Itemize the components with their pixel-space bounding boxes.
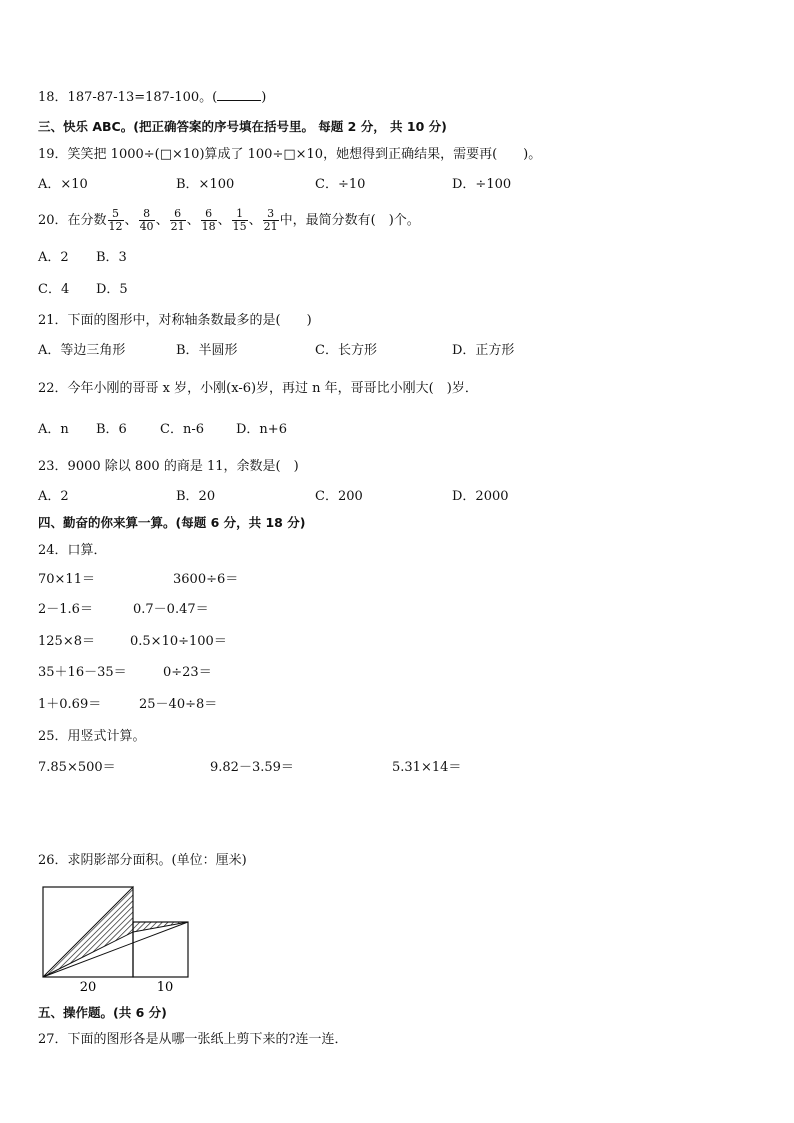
q20-option-c[interactable]: C．4 [38, 282, 70, 297]
section-3-title: 三、快乐 ABC。(把正确答案的序号填在括号里。 每题 2 分， 共 10 分) [38, 119, 447, 134]
q25-item: 9.82－3.59＝ [210, 760, 294, 775]
question-23-stem: 23．9000 除以 800 的商是 11，余数是( ) [38, 459, 299, 474]
section-5-title: 五、操作题。(共 6 分) [38, 1005, 167, 1020]
section-4-title: 四、勤奋的你来算一算。(每题 6 分，共 18 分) [38, 515, 306, 530]
q23-option-d[interactable]: D．2000 [452, 489, 509, 504]
q20-suffix: 中，最简分数有( )个。 [279, 213, 420, 228]
fraction-1-15: $\frac{1}{15}$ [232, 207, 247, 233]
fraction-8-40: $\frac{8}{40}$ [139, 207, 154, 233]
q18-close: ) [261, 90, 267, 105]
q19-option-a[interactable]: A．×10 [38, 177, 88, 192]
q21-option-b[interactable]: B．半圆形 [176, 343, 238, 358]
q19-option-b[interactable]: B．×100 [176, 177, 235, 192]
question-26-stem: 26．求阴影部分面积。(单位：厘米) [38, 853, 247, 868]
q18-number: 18． [38, 90, 68, 105]
question-27-stem: 27．下面的图形各是从哪一张纸上剪下来的?连一连． [38, 1032, 348, 1047]
label-10: 10 [156, 980, 174, 994]
fraction-6-18: $\frac{6}{18}$ [201, 207, 216, 233]
separator: 、 [155, 213, 169, 228]
q24-item: 35＋16－35＝ [38, 665, 127, 680]
q25-item: 5.31×14＝ [392, 760, 462, 775]
fraction-6-21: $\frac{6}{21}$ [170, 207, 185, 233]
q22-option-b[interactable]: B．6 [96, 422, 127, 437]
q22-option-d[interactable]: D．n+6 [236, 422, 287, 437]
q24-item: 125×8＝ [38, 634, 95, 649]
question-24-stem: 24．口算． [38, 543, 107, 558]
shaded-area-figure [38, 882, 198, 994]
question-19-stem: 19．笑笑把 1000÷(□×10)算成了 100÷□×10，她想得到正确结果，需要再( )。 [38, 147, 542, 162]
q24-item: 70×11＝ [38, 572, 95, 587]
q24-item: 0÷23＝ [163, 665, 212, 680]
q22-option-a[interactable]: A．n [38, 422, 69, 437]
label-20: 20 [79, 980, 97, 994]
separator: 、 [248, 213, 262, 228]
question-22-stem: 22．今年小刚的哥哥 x 岁，小刚(x-6)岁，再过 n 年，哥哥比小刚大( )岁． [38, 381, 478, 396]
q24-item: 0.7－0.47＝ [133, 602, 209, 617]
q24-item: 1＋0.69＝ [38, 697, 102, 712]
q20-option-d[interactable]: D．5 [96, 282, 128, 297]
fraction-5-12: $\frac{5}{12}$ [108, 207, 123, 233]
q24-item: 0.5×10÷100＝ [130, 634, 227, 649]
q21-option-d[interactable]: D．正方形 [452, 343, 515, 358]
q20-prefix: 20．在分数 [38, 213, 107, 228]
q19-option-c[interactable]: C．÷10 [315, 177, 366, 192]
separator: 、 [124, 213, 138, 228]
q23-option-a[interactable]: A．2 [38, 489, 69, 504]
separator: 、 [217, 213, 231, 228]
q21-option-a[interactable]: A．等边三角形 [38, 343, 126, 358]
q22-option-c[interactable]: C．n-6 [160, 422, 204, 437]
q19-option-d[interactable]: D．÷100 [452, 177, 512, 192]
shaded-triangle-right [133, 922, 188, 932]
q21-option-c[interactable]: C．长方形 [315, 343, 377, 358]
question-18 [38, 89, 266, 106]
q20-option-b[interactable]: B．3 [96, 250, 127, 265]
q24-item: 25－40÷8＝ [139, 697, 218, 712]
question-25-stem: 25．用竖式计算。 [38, 729, 146, 744]
q25-item: 7.85×500＝ [38, 760, 116, 775]
q20-option-a[interactable]: A．2 [38, 250, 69, 265]
fraction-3-21: $\frac{3}{21}$ [263, 207, 278, 233]
q18-answer-blank[interactable] [217, 89, 261, 101]
q23-option-b[interactable]: B．20 [176, 489, 216, 504]
q24-item: 2－1.6＝ [38, 602, 93, 617]
q24-item: 3600÷6＝ [173, 572, 239, 587]
q18-text: 187-87-13=187-100。( [67, 90, 218, 105]
question-20-stem [38, 206, 420, 236]
q23-option-c[interactable]: C．200 [315, 489, 363, 504]
separator: 、 [186, 213, 200, 228]
question-21-stem: 21．下面的图形中，对称轴条数最多的是( ) [38, 313, 312, 328]
shaded-triangle-left [43, 887, 133, 977]
